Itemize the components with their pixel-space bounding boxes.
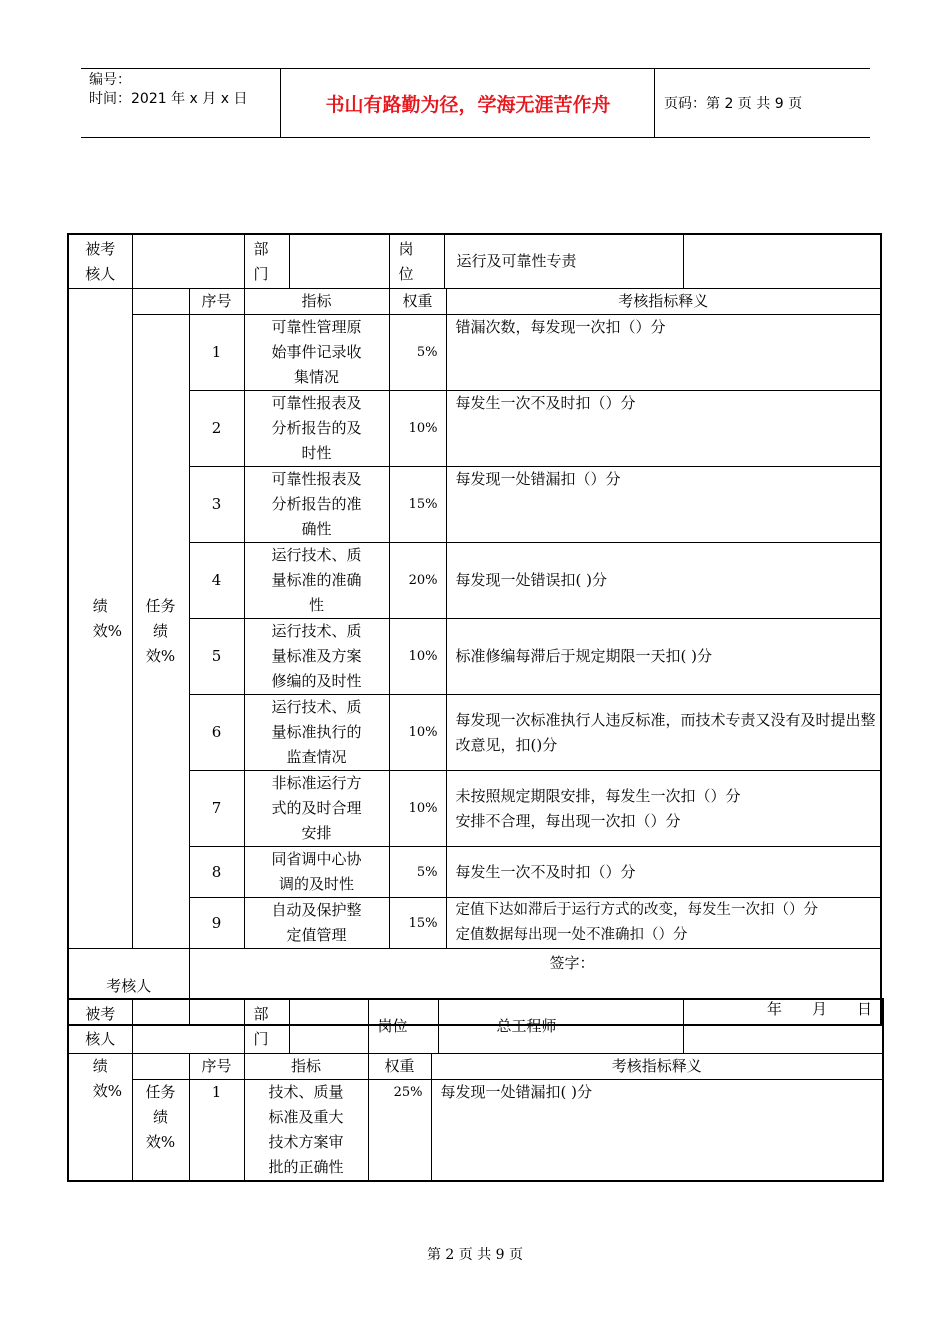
post-cell [389,234,683,289]
row-indicator: 运行技术、质量标准的准确性 [244,543,389,619]
row-indicator: 非标准运行方式的及时合理安排 [244,771,389,847]
row-seq: 3 [189,467,244,543]
row-explain: 每发生一次不及时扣（）分 [446,847,881,898]
post-value: 总工程师 [438,1000,683,1053]
blank-head [132,1054,189,1080]
row-indicator: 自动及保护整定值管理 [244,898,389,949]
blank-head [132,289,189,315]
row-weight: 15% [389,898,446,949]
row-explain: 每发现一处错误扣( )分 [446,543,881,619]
post-cell [368,999,683,1054]
row-explain: 每发现一处错漏扣( )分 [431,1080,883,1182]
row-explain: 错漏次数，每发现一次扣（）分 [446,315,881,391]
row-weight: 10% [389,619,446,695]
assessment-table-1 [67,233,882,1026]
row-weight: 20% [389,543,446,619]
row-weight: 10% [389,695,446,771]
row-explain: 未按照规定期限安排，每发生一次扣（）分 安排不合理，每出现一次扣（）分 [446,771,881,847]
dept-label: 部门 [253,1004,269,1048]
assessment-table-2 [67,998,884,1182]
motto: 书山有路勤为径，学海无涯苦作舟 [282,69,655,137]
row-seq: 1 [189,315,244,391]
row-seq: 1 [189,1080,244,1182]
row-weight: 10% [389,771,446,847]
row-explain: 每发生一次不及时扣（）分 [446,391,881,467]
col-seq: 序号 [189,1054,244,1080]
row-seq: 8 [189,847,244,898]
header-meta [81,69,281,137]
perf-label: 绩效% [68,1054,132,1182]
post-extra[interactable] [683,234,881,289]
page-label: 页码：第 2 页 共 9 页 [664,96,803,112]
row-seq: 6 [189,695,244,771]
dept-label: 部门 [253,239,269,283]
col-weight: 权重 [368,1054,431,1080]
time-label: 时间：2021 年 x 月 x 日 [89,91,248,107]
examinee-label: 被考核人 [68,234,132,289]
row-seq: 4 [189,543,244,619]
col-explain: 考核指标释义 [446,289,881,315]
row-weight: 15% [389,467,446,543]
examinee-label: 被考核人 [68,999,132,1054]
row-indicator: 可靠性管理原始事件记录收集情况 [244,315,389,391]
post-extra[interactable] [683,999,883,1054]
col-seq: 序号 [189,289,244,315]
row-seq: 5 [189,619,244,695]
row-indicator: 可靠性报表及分析报告的准确性 [244,467,389,543]
col-indicator: 指标 [244,1054,368,1080]
reviewer-label: 考核人 [68,949,189,1026]
row-explain: 每发现一次标准执行人违反标准，而技术专责又没有及时提出整改意见，扣()分 [446,695,881,771]
dept-value[interactable] [289,235,390,288]
dept-value[interactable] [289,1000,369,1053]
row-indicator: 同省调中心协调的及时性 [244,847,389,898]
row-indicator: 技术、质量标准及重大技术方案审批的正确性 [244,1080,368,1182]
task-label: 任务绩效% [132,315,189,949]
post-value: 运行及可靠性专责 [444,235,683,288]
sign-label: 签字： [549,954,595,972]
task-label: 任务绩效% [132,1080,189,1182]
dept-cell [244,999,368,1054]
row-weight: 5% [389,847,446,898]
row-weight: 5% [389,315,446,391]
row-seq: 9 [189,898,244,949]
row-seq: 2 [189,391,244,467]
post-label: 岗位 [398,239,414,283]
row-explain: 定值下达如滞后于运行方式的改变，每发生一次扣（）分 定值数据每出现一处不准确扣（）分 [446,898,881,949]
page-footer: 第 2 页 共 9 页 [426,1247,524,1263]
row-indicator: 可靠性报表及分析报告的及时性 [244,391,389,467]
row-explain: 标准修编每滞后于规定期限一天扣( )分 [446,619,881,695]
perf-label: 绩效% [68,289,132,949]
row-indicator: 运行技术、质量标准执行的监查情况 [244,695,389,771]
row-explain: 每发现一处错漏扣（）分 [446,467,881,543]
col-explain: 考核指标释义 [431,1054,883,1080]
row-weight: 25% [368,1080,431,1182]
dept-cell [244,234,389,289]
col-indicator: 指标 [244,289,389,315]
row-seq: 7 [189,771,244,847]
examinee-value[interactable] [132,234,244,289]
number-label: 编号： [89,72,131,88]
examinee-value[interactable] [132,999,244,1054]
post-label: 岗位 [377,1017,408,1035]
page-header [81,68,870,138]
row-weight: 10% [389,391,446,467]
col-weight: 权重 [389,289,446,315]
row-indicator: 运行技术、质量标准及方案修编的及时性 [244,619,389,695]
date-label: 年 月 日 [767,1000,873,1018]
post-label-area [390,235,444,288]
